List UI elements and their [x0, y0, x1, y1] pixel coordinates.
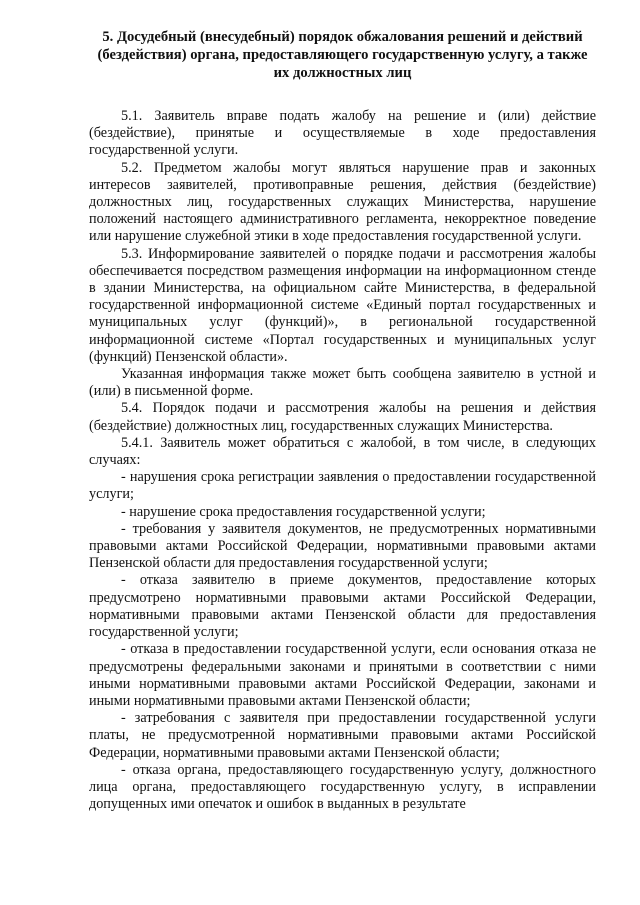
paragraph-5-1: 5.1. Заявитель вправе подать жалобу на решение и (или) действие (бездействие), принятые и осуществляемые в ходе предоставления государственной услуги.: [89, 108, 596, 159]
paragraph-5-4: 5.4. Порядок подачи и рассмотрения жалобы на решения и действия (бездействие) должностных лиц, государственных служащих Министерства.: [89, 400, 596, 434]
list-item-service-refusal: - отказа в предоставлении государственной услуги, если основания отказа не предусмотрены федеральными законами и принятыми в соответствии с ними иными нормативными правовыми актами Российской Федерации, законами и иными нормативными правовыми актами Пензенской области;: [89, 641, 596, 709]
paragraph-5-2: 5.2. Предметом жалобы могут являться нарушение прав и законных интересов заявителей, противоправные решения, действия (бездействие) должностных лиц, государственных служащих Министерства, нарушение положений настоящего административного регламента, некорректное поведение или нарушение служебной этики в ходе предоставления государственной услуги.: [89, 159, 596, 245]
list-item-registration-term: - нарушения срока регистрации заявления о предоставлении государственной услуги;: [89, 469, 596, 503]
section-heading: 5. Досудебный (внесудебный) порядок обжалования решений и действий (бездействия) органа, предоставляющего государственную услугу, а также их должностных лиц: [97, 29, 588, 81]
list-item-extra-payment: - затребования с заявителя при предоставлении государственной услуги платы, не предусмотренной нормативными правовыми актами Российской Федерации, нормативными правовыми актами Пензенской области;: [89, 710, 596, 761]
list-item-service-term: - нарушение срока предоставления государственной услуги;: [121, 503, 486, 520]
list-item-correction-refusal: - отказа органа, предоставляющего государственную услугу, должностного лица органа, предоставляющего государственную услугу, в исправлении допущенных ими опечаток и ошибок в выданных в результате: [89, 761, 596, 813]
paragraph-5-4-1: 5.4.1. Заявитель может обратиться с жалобой, в том числе, в следующих случаях:: [89, 434, 596, 469]
paragraph-info-note: Указанная информация также может быть сообщена заявителю в устной и (или) в письменной форме.: [89, 366, 596, 400]
list-item-extra-documents: - требования у заявителя документов, не предусмотренных нормативными правовыми актами Российской Федерации, нормативными правовыми актами Пензенской области для предоставления государственной услуги;: [89, 520, 596, 572]
list-item-document-refusal: - отказа заявителю в приеме документов, предоставление которых предусмотрено нормативными правовыми актами Российской Федерации, нормативными правовыми актами Пензенской области для предоставления государственной услуги;: [89, 572, 596, 641]
paragraph-5-3: 5.3. Информирование заявителей о порядке подачи и рассмотрения жалобы обеспечивается посредством размещения информации на информационном стенде в здании Министерства, на официальном сайте Министерства, в федеральной государственной информационной системе «Единый портал государственных и муниципальных услуг (функций)», в региональной государственной информационной системе «Портал государственных и муниципальных услуг (функций) Пензенской области».: [89, 245, 596, 365]
